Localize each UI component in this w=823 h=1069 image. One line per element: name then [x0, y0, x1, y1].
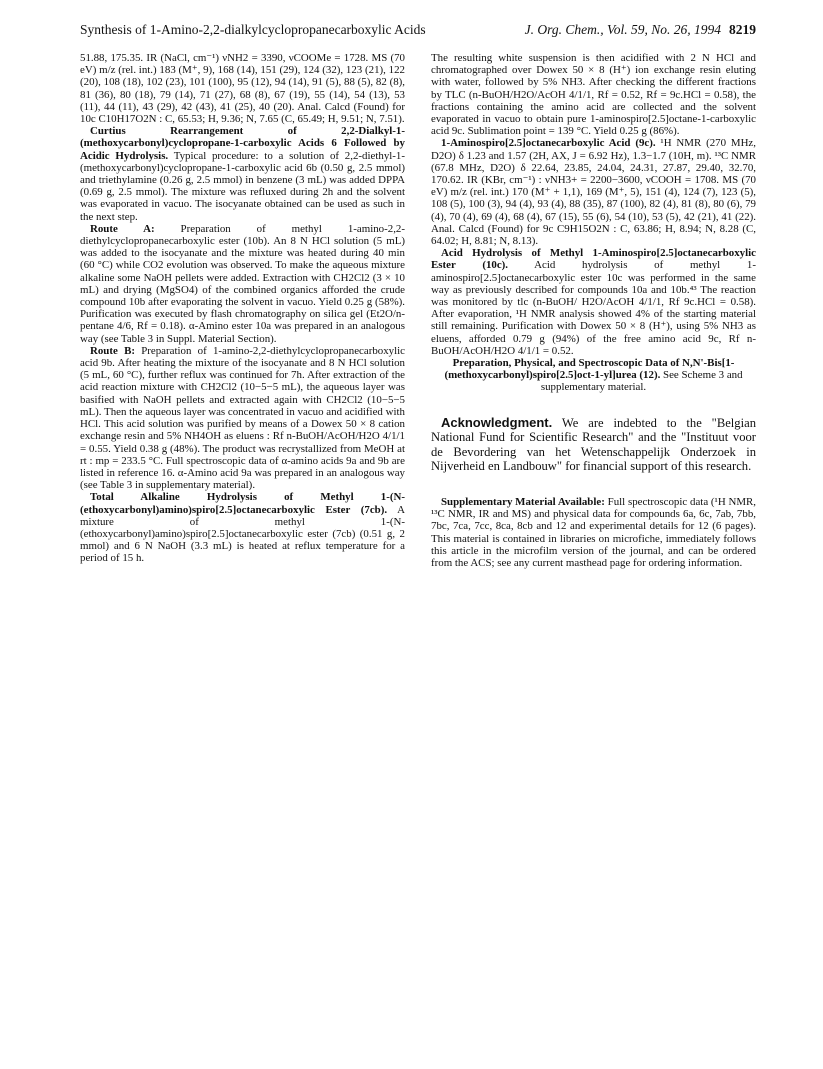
paragraph	[431, 137, 756, 247]
right-column	[431, 52, 756, 569]
paragraph	[431, 357, 756, 394]
page-number: 8219	[729, 22, 756, 37]
paragraph	[431, 52, 756, 137]
paragraph-text: 51.88, 175.35. IR (NaCl, cm⁻¹) νNH2 = 3390, νCOOMe = 1728. MS (70 eV) m/z (rel. int.) 183 (M⁺, 9), 168 (14), 151 (29), 124 (32), 123 (21), 122 (20), 108 (18), 102 (23), 101 (100), 95 (12), 94 (14), 91 (5), 88 (5), 82 (8), 81 (36), 80 (18), 79 (14), 71 (27), 68 (8), 67 (19), 55 (14), 54 (13), 53 (11), 44 (11), 43 (29), 42 (43), 41 (25), 40 (20). Anal. Calcd (Found) for 10c C10H17O2N : C, 65.53; H, 9.36; N, 7.65 (C, 65.49; H, 9.51; N, 7.51).	[80, 52, 405, 126]
paragraph	[80, 125, 405, 223]
paragraph-heading: Preparation, Physical, and Spectroscopic Data of N,N'-Bis[1-(methoxycarbonyl)spiro[2.5]oct-1-yl]urea (12).	[444, 357, 735, 382]
paragraph-heading: 1-Aminospiro[2.5]octanecarboxylic Acid (9c).	[441, 137, 656, 150]
paragraph	[80, 491, 405, 564]
paragraph	[80, 52, 405, 125]
paragraph-text: Acid hydrolysis of methyl 1-aminospiro[2.5]octanecarboxylic ester 10c was performed in the same way as previously described for compounds 10a and 10b.⁴³ The reaction was monitored by tlc (n-BuOH/ H2O/AcOH 4/1/1, Rf 9c.HCl = 0.58). After evaporation, ¹H NMR analysis showed 4% of the starting material still remaining. Purification with Dowex 50 × 8 (H⁺), using 5% NH3 as eluens, afforded 0.79 g (94%) of the free amino acid 9c, Rf n-BuOH/AcOH/H2O 4/1/1 = 0.52.	[431, 259, 756, 357]
acknowledgment-text: We are indebted to the "Belgian National Fund for Scientific Research" and the "Instituut voor de Bevordering van het Wetenschappelijk Onderzoek in Nijverheid en Landbouw" for financial support of this research.	[431, 415, 756, 474]
paragraph-text: A mixture of methyl 1-(N-(ethoxycarbonyl)amino)spiro[2.5]octanecarboxylic ester (7cb) (0.51 g, 2 mmol) and 6 N NaOH (3.3 mL) is heated at reflux temperature for a period of 15 h.	[80, 503, 405, 565]
acknowledgment-heading: Acknowledgment.	[441, 414, 553, 430]
paragraph-heading: Acid Hydrolysis of Methyl 1-Aminospiro[2.5]octanecarboxylic Ester (10c).	[431, 247, 756, 272]
acknowledgment	[431, 416, 756, 474]
supplementary-text: Full spectroscopic data (¹H NMR, ¹³C NMR, IR and MS) and physical data for compounds 6a, 6c, 7ab, 7bb, 7bc, 7ca, 7cc, 8ca, 8cb and 12 and experimental details for 12 (6 pages). This material is contained in libraries on microfiche, immediately follows this article in the microfilm version of the journal, and can be ordered from the ACS; see any current masthead page for ordering information.	[431, 496, 756, 570]
paragraph-text: Preparation of methyl 1-amino-2,2-diethylcyclopropanecarboxylic ester (10b). An 8 N HCl solution (5 mL) was added to the isocyanate and the mixture was heated during 40 min (60 °C) while CO2 evolution was observed. To make the aqueous mixture alkaline some NaOH pellets were added. Extraction with CH2Cl2 (3 × 10 mL) and drying (MgSO4) of the combined organics afforded the crude compound 10b after evaporating the solvent in vacuo. Yield 0.25 g (58%). Purification was executed by flash chromatography on silica gel (Et2O/n-pentane 4/6, Rf = 0.18). α-Amino ester 10a was prepared in an analogous way (see Table 3 in Suppl. Material Section).	[80, 222, 405, 345]
paragraph-text: The resulting white suspension is then acidified with 2 N HCl and chromatographed over Dowex 50 × 8 (H⁺) ion exchange resin eluting with water, followed by 5% NH3. After checking the different fractions by TLC (n-BuOH/H2O/AcOH 4/1/1, Rf = 0.52, Rf = 9c.HCl = 0.58), the fractions containing the amino acid are collected and the solvent evaporated in vacuo to obtain pure 1-aminospiro[2.5]octane-1-carboxylic acid 9c. Sublimation point = 139 °C. Yield 0.25 g (86%).	[431, 52, 756, 138]
journal-citation	[525, 22, 756, 38]
running-title: Synthesis of 1-Amino-2,2-dialkylcyclopropanecarboxylic Acids	[80, 22, 426, 37]
paragraph-text: Typical procedure: to a solution of 2,2-diethyl-1-(methoxycarbonyl)cyclopropane-1-carboxylic acid 6b (0.50 g, 2.5 mmol) and triethylamine (0.26 g, 2.5 mmol) in benzene (3 mL) was added DPPA (0.69 g, 2.5 mmol). The mixture was refluxed during 2h and the solvent was evaporated in vacuo. The isocyanate obtained can be used as such in the next step.	[80, 149, 405, 223]
paragraph-text: Preparation of 1-amino-2,2-diethylcyclopropanecarboxylic acid 9b. After heating the mixture of the isocyanate and 8 N HCl solution (5 mL, 60 °C), further reflux was continued for 7h. After extraction of the acid reaction mixture with CH2Cl2 (10−5−5 mL), the aqueous layer was basified with NaOH pellets and extracted again with CH2Cl2 (10−5−5 mL). Then the aqueous layer was concentrated in vacuo and acidified with HCl. This acid solution was purified by means of a Dowex 50 × 8 cation exchange resin and 5% NH4OH as eluens : Rf n-BuOH/AcOH/H2O 4/1/1 = 0.55. Yield 0.38 g (48%). The product was recrystallized from MeOH at rt : mp = 233.5 °C. Full spectroscopic data of α-amino acids 9a and 9b are listed in reference 16. α-Amino acid 9a was prepared in an analogous way (see Table 3 in supplementary material).	[80, 344, 405, 492]
paragraph	[80, 345, 405, 491]
supplementary-heading: Supplementary Material Available:	[441, 496, 605, 509]
paragraph-heading: Total Alkaline Hydrolysis of Methyl 1-(N-(ethoxycarbonyl)amino)spiro[2.5]octanecarboxylic Ester (7cb).	[80, 491, 405, 516]
left-column	[80, 52, 405, 565]
paragraph	[80, 223, 405, 345]
paragraph-text: ¹H NMR (270 MHz, D2O) δ 1.23 and 1.57 (2H, AX, J = 6.92 Hz), 1.3−1.7 (10H, m). ¹³C NMR (67.8 MHz, D2O) δ 22.64, 23.85, 24.04, 24.31, 27.87, 29.40, 32.70, 170.62. IR (KBr, cm⁻¹) : νNH3+ = 2200−3600, νCOOH = 1708. MS (70 eV) m/z (rel. int.) 170 (M⁺ + 1,1), 169 (M⁺, 5), 151 (4), 124 (7), 123 (5), 108 (5), 100 (3), 94 (4), 93 (4), 88 (35), 87 (100), 82 (4), 81 (8), 80 (6), 79 (4), 70 (4), 69 (4), 68 (4), 67 (15), 55 (6), 54 (10), 53 (5), 42 (21), 41 (22). Anal. Calcd (Found) for 9c C9H15O2N : C, 63.86; H, 8.94; N, 8.28 (C, 64.02; H, 8.81; N, 8.13).	[431, 137, 756, 248]
supplementary-material	[431, 496, 756, 569]
paragraph-text: See Scheme 3 and supplementary material.	[540, 369, 743, 394]
journal-name: J. Org. Chem., Vol. 59, No. 26, 1994	[524, 22, 721, 37]
paragraph	[431, 247, 756, 357]
running-header	[80, 22, 756, 40]
paragraph-heading: Route A:	[90, 222, 155, 235]
paragraph-heading: Curtius Rearrangement of 2,2-Dialkyl-1-(methoxycarbonyl)cyclopropane-1-carboxylic Acids 6 Followed by Acidic Hydrolysis.	[80, 125, 405, 162]
paragraph-heading: Route B:	[90, 344, 135, 357]
